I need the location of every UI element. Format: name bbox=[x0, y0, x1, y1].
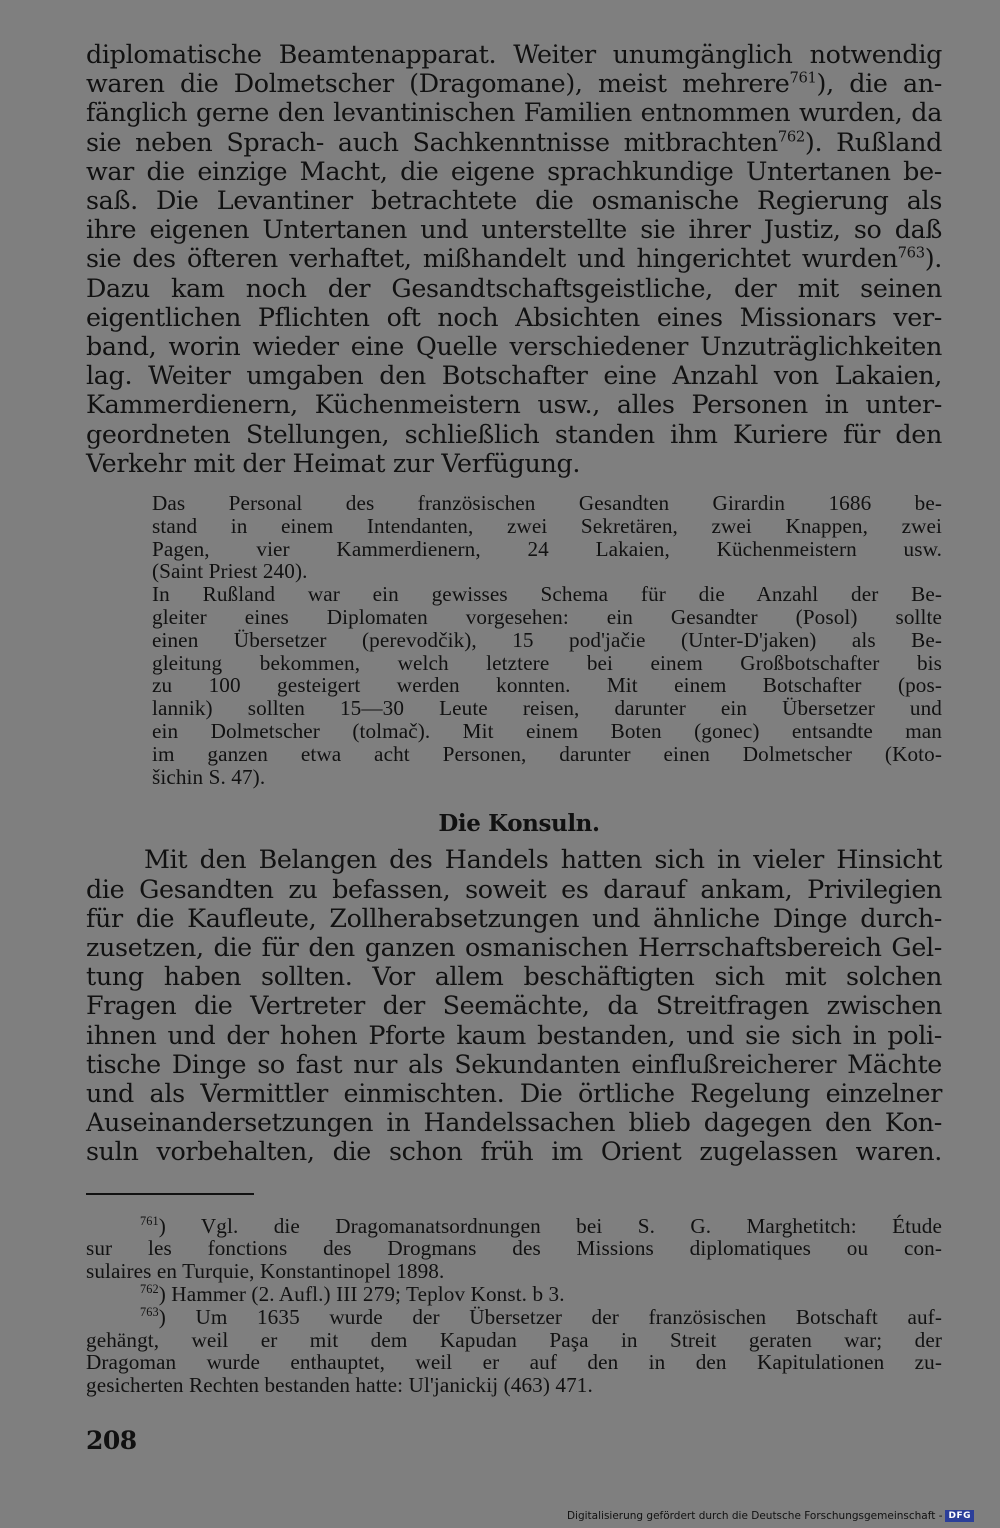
text-line: saß. Die Levantiner betrachtete die osmanische Regierung als bbox=[86, 185, 942, 216]
text-line: lannik) sollten 15—30 Leute reisen, darunter ein Übersetzer und bbox=[152, 696, 942, 721]
text-fragment: waren die Dolmetscher (Dragomane), meist mehrere bbox=[86, 68, 790, 99]
text-fragment: ) Hammer (2. Aufl.) III 279; Teplov Konst. b 3. bbox=[158, 1282, 565, 1307]
text-line: suln vorbehalten, die schon früh im Orient zugelassen waren. bbox=[86, 1136, 942, 1167]
text-line: gleitung bekommen, welch letztere bei einem Großbotschafter bis bbox=[152, 650, 942, 675]
text-line: eigentlichen Pflichten oft noch Absichten eines Missionars ver- bbox=[86, 301, 942, 332]
text-fragment: ) Um 1635 wurde der Übersetzer der französischen Botschaft auf- bbox=[158, 1304, 942, 1329]
text-line: tische Dinge so fast nur als Sekundanten einflußreicherer Mächte bbox=[86, 1048, 942, 1079]
text-line: Pagen, vier Kammerdienern, 24 Lakaien, Küchenmeistern usw. bbox=[152, 536, 942, 561]
text-line: Dragoman wurde enthauptet, weil er auf den in den Kapitulationen zu- bbox=[86, 1350, 942, 1375]
text-line: Dazu kam noch der Gesandtschaftsgeistliche, der mit seinen bbox=[86, 272, 942, 303]
section-heading: Die Konsuln. bbox=[438, 810, 600, 838]
text-fragment: ) Vgl. die Dragomanatsordnungen bei S. G. Marghetitch: Étude bbox=[158, 1213, 942, 1238]
text-line: šichin S. 47). bbox=[152, 764, 266, 789]
text-line: Verkehr mit der Heimat zur Verfügung. bbox=[86, 447, 581, 478]
small-paragraph-1 bbox=[86, 492, 942, 583]
text-line bbox=[86, 1215, 942, 1238]
text-line: einen Übersetzer (perevodčik), 15 pod'jačie (Unter-D'jaken) als Be- bbox=[152, 627, 942, 652]
footnote-marker: 763 bbox=[140, 1304, 159, 1319]
footnote-762 bbox=[86, 1283, 942, 1306]
text-line bbox=[86, 128, 942, 157]
text-fragment: ). Rußland bbox=[804, 126, 942, 157]
text-line: gesicherten Rechten bestanden hatte: Ul'janickij (463) 471. bbox=[86, 1373, 593, 1398]
text-line: im ganzen etwa acht Personen, darunter einen Dolmetscher (Koto- bbox=[152, 741, 942, 766]
text-line: war die einzige Macht, die eigene sprachkundige Untertanen be- bbox=[86, 155, 942, 186]
text-line: Fragen die Vertreter der Seemächte, da Streitfragen zwischen bbox=[86, 990, 942, 1021]
text-line: fänglich gerne den levantinischen Familien entnommen wurden, da bbox=[86, 97, 942, 128]
text-fragment: sie des öfteren verhaftet, mißhandelt und hingerichtet wurden bbox=[86, 243, 898, 274]
main-paragraph-2 bbox=[86, 845, 942, 1166]
small-paragraph-2 bbox=[86, 583, 942, 788]
text-line: stand in einem Intendanten, zwei Sekretären, zwei Knappen, zwei bbox=[152, 513, 942, 538]
footnote-ref[interactable]: 763 bbox=[897, 244, 925, 262]
text-line: sulaires en Turquie, Konstantinopel 1898. bbox=[86, 1259, 445, 1284]
page-number: 208 bbox=[86, 1426, 137, 1455]
footnote-ref[interactable]: 762 bbox=[777, 128, 805, 146]
text-line: Das Personal des französischen Gesandten Girardin 1686 be- bbox=[152, 491, 942, 516]
text-line: geordneten Stellungen, schließlich standen ihm Kuriere für den bbox=[86, 418, 942, 449]
text-line: band, worin wieder eine Quelle verschiedener Unzuträglichkeiten bbox=[86, 331, 942, 362]
text-line: gleiter eines Diplomaten vorgesehen: ein Gesandter (Posol) sollte bbox=[152, 605, 942, 630]
footnotes bbox=[86, 1215, 942, 1397]
text-line bbox=[86, 244, 942, 273]
text-line: gehängt, weil er mit dem Kapudan Paşa in Streit geraten war; der bbox=[86, 1327, 942, 1352]
footnote-ref[interactable]: 761 bbox=[789, 69, 817, 87]
text-line: diplomatische Beamtenapparat. Weiter unumgänglich notwendig bbox=[86, 39, 942, 69]
text-line bbox=[86, 1306, 942, 1329]
footnote-marker: 762 bbox=[140, 1281, 159, 1296]
page-body bbox=[86, 40, 942, 1397]
text-line: die Gesandten zu befassen, soweit es darauf ankam, Privilegien bbox=[86, 873, 942, 904]
text-line: Mit den Belangen des Handels hatten sich in vieler Hinsicht bbox=[144, 844, 942, 875]
text-fragment: ). bbox=[924, 243, 942, 274]
text-line: In Rußland war ein gewisses Schema für die Anzahl der Be- bbox=[152, 582, 942, 607]
footnote-marker: 761 bbox=[140, 1213, 159, 1228]
footnote-761 bbox=[86, 1215, 942, 1283]
footnote-763 bbox=[86, 1306, 942, 1397]
text-fragment: ), die an- bbox=[816, 68, 942, 99]
text-line: Kammerdienern, Küchenmeistern usw., alles Personen in unter- bbox=[86, 389, 942, 420]
footnote-separator bbox=[86, 1193, 254, 1195]
main-paragraph-1 bbox=[86, 40, 942, 478]
text-line: (Saint Priest 240). bbox=[152, 559, 308, 584]
text-line: zusetzen, die für den ganzen osmanischen Herrschaftsbereich Gel- bbox=[86, 932, 942, 963]
digitization-footer bbox=[567, 1510, 974, 1522]
text-line: lag. Weiter umgaben den Botschafter eine Anzahl von Lakaien, bbox=[86, 360, 942, 391]
dfg-logo: DFG bbox=[945, 1510, 974, 1522]
text-line: zu 100 gesteigert werden konnten. Mit einem Botschafter (pos- bbox=[152, 673, 942, 698]
footer-text: Digitalisierung gefördert durch die Deutsche Forschungsgemeinschaft - bbox=[566, 1510, 943, 1522]
text-line: ihre eigenen Untertanen und unterstellte sie ihrer Justiz, so daß bbox=[86, 214, 942, 245]
text-line: sur les fonctions des Drogmans des Missions diplomatiques ou con- bbox=[86, 1236, 942, 1261]
text-line: für die Kaufleute, Zollherabsetzungen und ähnliche Dinge durch- bbox=[86, 902, 942, 933]
text-line bbox=[86, 1283, 942, 1306]
text-line: ein Dolmetscher (tolmač). Mit einem Boten (gonec) entsandte man bbox=[152, 719, 942, 744]
text-fragment: sie neben Sprach- auch Sachkenntnisse mitbrachten bbox=[86, 126, 778, 157]
text-line: und als Vermittler einmischten. Die örtliche Regelung einzelner bbox=[86, 1078, 942, 1109]
text-line bbox=[86, 69, 942, 98]
text-line: Auseinandersetzungen in Handelssachen blieb dagegen den Kon- bbox=[86, 1107, 942, 1138]
text-line: tung haben sollten. Vor allem beschäftigten sich mit solchen bbox=[86, 961, 942, 992]
text-line: ihnen und der hohen Pforte kaum bestanden, und sie sich in poli- bbox=[86, 1019, 942, 1050]
